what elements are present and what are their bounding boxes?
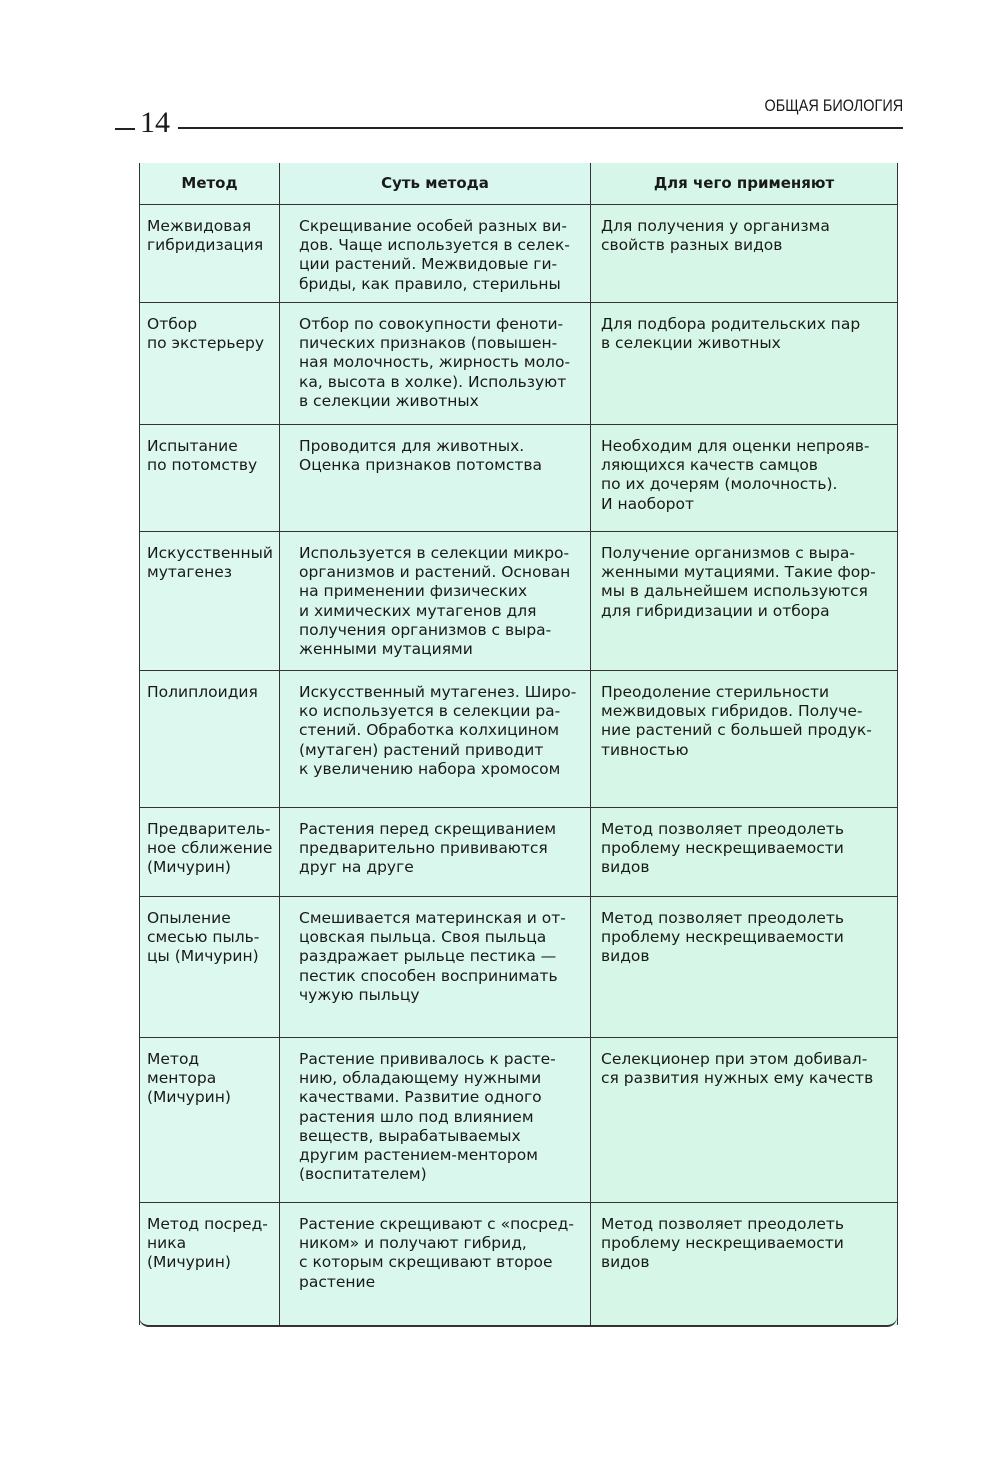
header-rule — [178, 127, 903, 129]
essence-cell: Искусственный мутагенез. Широ- ко используется в селекции ра- стений. Обработка колхицином (мутаген) растений приводит к увеличению набора хромосом — [280, 671, 591, 808]
method-cell: Межвидовая гибридизация — [140, 205, 280, 303]
running-title: ОБЩАЯ БИОЛОГИЯ — [764, 96, 903, 115]
essence-cell: Растения перед скрещиванием предварительно прививаются друг на друге — [280, 808, 591, 897]
essence-cell: Скрещивание особей разных ви- дов. Чаще используется в селек- ции растений. Межвидовые ги- бриды, как правило, стерильны — [280, 205, 591, 303]
method-cell: Полиплоидия — [140, 671, 280, 808]
table-row — [140, 303, 898, 425]
purpose-cell: Метод позволяет преодолеть проблему нескрещиваемости видов — [591, 1203, 898, 1325]
table-row — [140, 897, 898, 1038]
table-row — [140, 532, 898, 671]
method-cell: Отбор по экстерьеру — [140, 303, 280, 425]
purpose-cell: Преодоление стерильности межвидовых гибридов. Получе- ние растений с большей продук- тивностью — [591, 671, 898, 808]
selection-methods-table — [139, 163, 898, 1325]
column-header-method: Метод — [140, 163, 280, 205]
method-cell: Испытание по потомству — [140, 425, 280, 532]
table-header-row — [140, 163, 898, 205]
page-number: 14 — [112, 106, 174, 140]
purpose-cell: Для получения у организма свойств разных видов — [591, 205, 898, 303]
table-row — [140, 1203, 898, 1325]
table-row — [140, 1038, 898, 1203]
table-row — [140, 425, 898, 532]
method-cell: Предваритель- ное сближение (Мичурин) — [140, 808, 280, 897]
method-cell: Опыление смесью пыль- цы (Мичурин) — [140, 897, 280, 1038]
column-header-purpose: Для чего применяют — [591, 163, 898, 205]
purpose-cell: Получение организмов с выра- женными мутациями. Такие фор- мы в дальнейшем используются для гибридизации и отбора — [591, 532, 898, 671]
purpose-cell: Метод позволяет преодолеть проблему нескрещиваемости видов — [591, 808, 898, 897]
essence-cell: Смешивается материнская и от- цовская пыльца. Своя пыльца раздражает рыльце пестика — пестик способен воспринимать чужую пыльцу — [280, 897, 591, 1038]
method-cell: Метод ментора (Мичурин) — [140, 1038, 280, 1203]
essence-cell: Отбор по совокупности феноти- пических признаков (повышен- ная молочность, жирность моло- ка, высота в холке). Используют в селекции животных — [280, 303, 591, 425]
essence-cell: Проводится для животных. Оценка признаков потомства — [280, 425, 591, 532]
essence-cell: Растение прививалось к расте- нию, обладающему нужными качествами. Развитие одного растения шло под влиянием веществ, вырабатываемых другим растением-ментором (воспитателем) — [280, 1038, 591, 1203]
method-cell: Метод посред- ника (Мичурин) — [140, 1203, 280, 1325]
purpose-cell: Для подбора родительских пар в селекции животных — [591, 303, 898, 425]
column-header-essence: Суть метода — [280, 163, 591, 205]
essence-cell: Используется в селекции микро- организмов и растений. Основан на применении физических и химических мутагенов для получения организмов с выра- женными мутациями — [280, 532, 591, 671]
method-cell: Искусственный мутагенез — [140, 532, 280, 671]
table-row — [140, 671, 898, 808]
table-row — [140, 205, 898, 303]
table-row — [140, 808, 898, 897]
purpose-cell: Метод позволяет преодолеть проблему нескрещиваемости видов — [591, 897, 898, 1038]
purpose-cell: Селекционер при этом добивал- ся развития нужных ему качеств — [591, 1038, 898, 1203]
purpose-cell: Необходим для оценки непрояв- ляющихся качеств самцов по их дочерям (молочность). И наоборот — [591, 425, 898, 532]
essence-cell: Растение скрещивают с «посред- ником» и получают гибрид, с которым скрещивают второе растение — [280, 1203, 591, 1325]
